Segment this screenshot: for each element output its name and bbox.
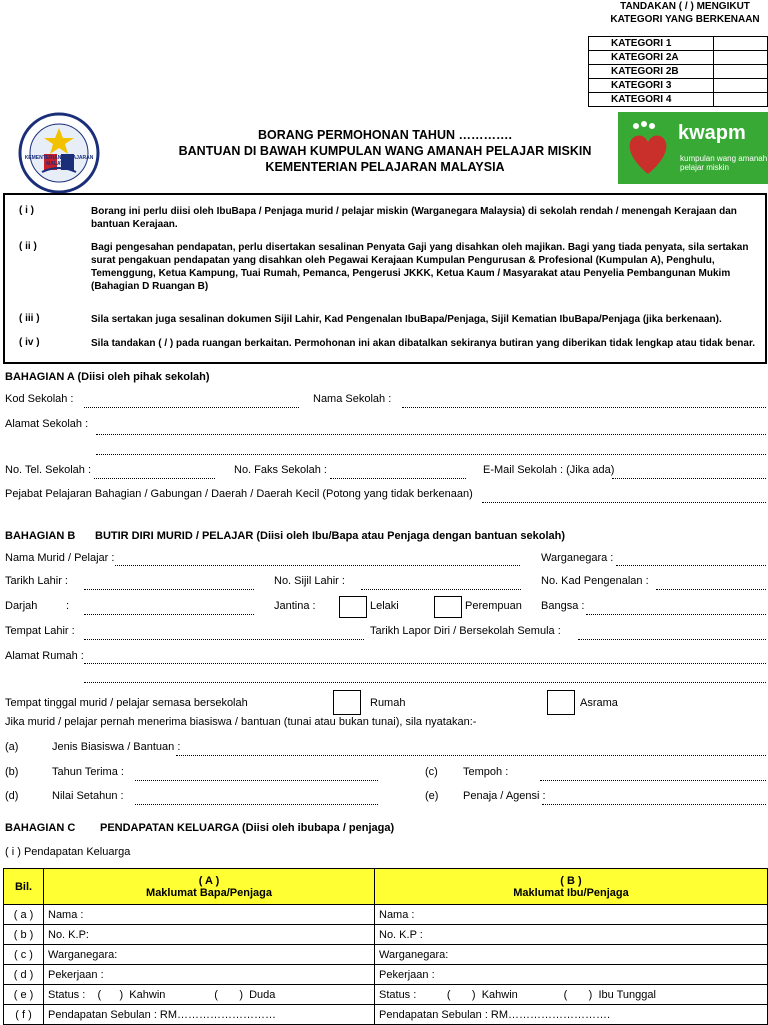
- tel-sekolah-label: No. Tel. Sekolah :: [5, 464, 92, 476]
- jantina-label: Jantina :: [274, 600, 316, 612]
- darjah-colon: :: [66, 600, 70, 612]
- lapor-diri-label: Tarikh Lapor Diri / Bersekolah Semula :: [370, 625, 561, 637]
- category-label: KATEGORI 1: [589, 37, 714, 51]
- pejabat-field[interactable]: [482, 502, 766, 503]
- category-table: [588, 36, 768, 107]
- row-number: ( f ): [4, 1005, 44, 1025]
- col-b-header: [375, 869, 768, 905]
- ibu-warganegara-cell[interactable]: Warganegara:: [375, 945, 768, 965]
- item-d-number: (d): [5, 790, 19, 802]
- kwapm-heart-icon: [622, 118, 674, 178]
- category-label: KATEGORI 3: [589, 79, 714, 93]
- nama-sekolah-label: Nama Sekolah :: [313, 393, 392, 405]
- nama-sekolah-field[interactable]: [402, 407, 766, 408]
- category-label: KATEGORI 4: [589, 93, 714, 107]
- tel-sekolah-field[interactable]: [94, 478, 215, 479]
- note-number: ( i ): [19, 205, 34, 216]
- bangsa-field[interactable]: [586, 614, 766, 615]
- kod-sekolah-label: Kod Sekolah :: [5, 393, 74, 405]
- bangsa-label: Bangsa :: [541, 600, 585, 612]
- item-e-number: (e): [425, 790, 439, 802]
- kwapm-sub2: pelajar miskin: [680, 163, 729, 172]
- darjah-label: Darjah: [5, 600, 38, 612]
- note-text: Sila tandakan ( / ) pada ruangan berkaitan. Permohonan ini akan dibatalkan sekiranya butiran yang diberikan tidak lengkap atau tidak benar.: [91, 338, 756, 349]
- col-b-header-line2: Maklumat Ibu/Penjaga: [513, 886, 629, 899]
- penaja-label: Penaja / Agensi :: [463, 790, 546, 802]
- warganegara-label: Warganegara :: [541, 552, 614, 564]
- darjah-field[interactable]: [84, 614, 254, 615]
- category-checkbox[interactable]: [714, 51, 768, 65]
- lelaki-checkbox[interactable]: [339, 596, 367, 618]
- category-checkbox[interactable]: [714, 37, 768, 51]
- tahun-terima-label: Tahun Terima :: [52, 766, 124, 778]
- col-a-header: [44, 869, 375, 905]
- tarikh-lahir-label: Tarikh Lahir :: [5, 575, 68, 587]
- alamat-rumah-field[interactable]: [84, 663, 766, 664]
- ibu-status-cell[interactable]: Status : ( ) Kahwin ( ) Ibu Tunggal: [375, 985, 768, 1005]
- email-sekolah-label: E-Mail Sekolah : (Jika ada): [483, 464, 615, 476]
- category-label: KATEGORI 2B: [589, 65, 714, 79]
- table-row: [4, 925, 768, 945]
- category-checkbox[interactable]: [714, 65, 768, 79]
- table-row: [4, 905, 768, 925]
- nama-murid-field[interactable]: [115, 565, 520, 566]
- ministry-logo-text: KEMENTERIAN PELAJARAN MALAYSIA: [24, 155, 94, 167]
- category-checkbox[interactable]: [714, 93, 768, 107]
- alamat-rumah-label: Alamat Rumah :: [5, 650, 84, 662]
- kwapm-logo: [618, 112, 768, 184]
- section-c-subtitle: PENDAPATAN KELUARGA (Diisi oleh ibubapa / penjaga): [100, 822, 395, 834]
- asrama-label: Asrama: [580, 697, 618, 709]
- ibu-pendapatan-cell[interactable]: Pendapatan Sebulan : RM……………………….: [375, 1005, 768, 1025]
- section-a-title: BAHAGIAN A (Diisi oleh pihak sekolah): [5, 371, 210, 383]
- email-sekolah-field[interactable]: [612, 478, 766, 479]
- perempuan-label: Perempuan: [465, 600, 522, 612]
- rumah-label: Rumah: [370, 697, 406, 709]
- lapor-diri-field[interactable]: [578, 639, 766, 640]
- item-b-number: (b): [5, 766, 19, 778]
- note-number: ( ii ): [19, 241, 37, 252]
- kad-pengenalan-label: No. Kad Pengenalan :: [541, 575, 649, 587]
- sijil-lahir-field[interactable]: [361, 589, 521, 590]
- section-b-subtitle: BUTIR DIRI MURID / PELAJAR (Diisi oleh Ibu/Bapa atau Penjaga dengan bantuan sekolah): [95, 530, 566, 542]
- col-a-header-line1: ( A ): [198, 874, 220, 887]
- kwapm-name: kwapm: [678, 122, 746, 144]
- jenis-biasiswa-label: Jenis Biasiswa / Bantuan :: [52, 741, 181, 753]
- table-row: [4, 1005, 768, 1025]
- income-table: [3, 868, 768, 1025]
- section-b-title: BAHAGIAN B: [5, 530, 76, 542]
- alamat-rumah-field-2[interactable]: [84, 682, 766, 683]
- note-number: ( iv ): [19, 337, 40, 348]
- item-c-number: (c): [425, 766, 438, 778]
- instructions-box: [3, 193, 767, 364]
- col-a-header-line2: Maklumat Bapa/Penjaga: [146, 886, 272, 899]
- tempat-tinggal-label: Tempat tinggal murid / pelajar semasa bersekolah: [5, 697, 248, 709]
- bapa-pekerjaan-cell[interactable]: Pekerjaan :: [44, 965, 375, 985]
- sijil-lahir-label: No. Sijil Lahir :: [274, 575, 345, 587]
- pejabat-label: Pejabat Pelajaran Bahagian / Gabungan / Daerah / Daerah Kecil (Potong yang tidak berkenaan): [5, 488, 473, 500]
- nilai-setahun-label: Nilai Setahun :: [52, 790, 124, 802]
- row-number: ( c ): [4, 945, 44, 965]
- ibu-kp-cell[interactable]: No. K.P :: [375, 925, 768, 945]
- row-number: ( e ): [4, 985, 44, 1005]
- tempat-lahir-field[interactable]: [84, 639, 364, 640]
- tempoh-field[interactable]: [540, 780, 766, 781]
- alamat-sekolah-field-2[interactable]: [96, 454, 766, 455]
- kwapm-sub1: kumpulan wang amanah: [680, 154, 768, 163]
- category-note-line2: KATEGORI YANG BERKENAAN: [610, 14, 760, 25]
- tahun-terima-field[interactable]: [135, 780, 378, 781]
- kad-pengenalan-field[interactable]: [656, 589, 766, 590]
- alamat-sekolah-label: Alamat Sekolah :: [5, 418, 89, 430]
- tempat-lahir-label: Tempat Lahir :: [5, 625, 75, 637]
- row-number: ( d ): [4, 965, 44, 985]
- title-line2: BANTUAN DI BAWAH KUMPULAN WANG AMANAH PELAJAR MISKIN: [178, 144, 592, 158]
- nama-murid-label: Nama Murid / Pelajar :: [5, 552, 115, 564]
- bapa-kp-cell[interactable]: No. K.P:: [44, 925, 375, 945]
- lelaki-label: Lelaki: [370, 600, 399, 612]
- category-checkbox[interactable]: [714, 79, 768, 93]
- faks-sekolah-field[interactable]: [330, 478, 466, 479]
- note-text: Borang ini perlu diisi oleh IbuBapa / Penjaga murid / pelajar miskin (Warganegara Malaysia) di sekolah rendah / menengah Kerajaan dan bantuan Kerajaan.: [91, 206, 737, 230]
- section-c-title: BAHAGIAN C: [5, 822, 76, 834]
- biasiswa-question: Jika murid / pelajar pernah menerima biasiswa / bantuan (tunai atau bukan tunai), sila nyatakan:-: [5, 716, 477, 728]
- row-number: ( a ): [4, 905, 44, 925]
- item-a-number: (a): [5, 741, 19, 753]
- title-line3: KEMENTERIAN PELAJARAN MALAYSIA: [265, 160, 505, 174]
- penaja-field[interactable]: [542, 804, 766, 805]
- asrama-checkbox[interactable]: [547, 690, 575, 715]
- bapa-nama-cell[interactable]: Nama :: [44, 905, 375, 925]
- note-text: Bagi pengesahan pendapatan, perlu disertakan sesalinan Penyata Gaji yang disahkan oleh majikan. Bagi yang tiada penyata, sila sertakan surat pengakuan pendapatan yang disahkan oleh Pegawai Kerajaan Kumpulan Pengurusan & Profesional (Kumpulan A), Penghulu, Temenggung, Ketua Kampung, Tuai Rumah, Pemanca, Pengerusi JKKK, Ketua Kaum / Masyarakat atau Penyelia Pembangunan Mukim (Bahagian D Ruangan B): [91, 242, 749, 292]
- warganegara-field[interactable]: [616, 565, 766, 566]
- rumah-checkbox[interactable]: [333, 690, 361, 715]
- bapa-warganegara-cell[interactable]: Warganegara:: [44, 945, 375, 965]
- tempoh-label: Tempoh :: [463, 766, 509, 778]
- title-line1: BORANG PERMOHONAN TAHUN ………….: [258, 128, 512, 142]
- note-number: ( iii ): [19, 313, 40, 324]
- perempuan-checkbox[interactable]: [434, 596, 462, 618]
- category-note-line1: TANDAKAN ( / ) MENGIKUT: [620, 1, 750, 12]
- ibu-pekerjaan-cell[interactable]: Pekerjaan :: [375, 965, 768, 985]
- category-label: KATEGORI 2A: [589, 51, 714, 65]
- col-b-header-line1: ( B ): [560, 874, 582, 887]
- jenis-biasiswa-field[interactable]: [176, 755, 766, 756]
- note-text: Sila sertakan juga sesalinan dokumen Sijil Lahir, Kad Pengenalan IbuBapa/Penjaga, Sijil Kematian IbuBapa/Penjaga (jika berkenaan).: [91, 314, 722, 325]
- ibu-nama-cell[interactable]: Nama :: [375, 905, 768, 925]
- row-number: ( b ): [4, 925, 44, 945]
- table-row: [4, 965, 768, 985]
- kod-sekolah-field[interactable]: [84, 407, 299, 408]
- ministry-logo: [18, 112, 100, 194]
- alamat-sekolah-field[interactable]: [96, 434, 766, 435]
- bapa-pendapatan-cell[interactable]: Pendapatan Sebulan : RM………………………: [44, 1005, 375, 1025]
- col-bil-header: Bil.: [4, 869, 44, 905]
- pendapatan-keluarga-label: ( i ) Pendapatan Keluarga: [5, 846, 131, 858]
- nilai-setahun-field[interactable]: [135, 804, 378, 805]
- table-row: [4, 985, 768, 1005]
- bapa-status-cell[interactable]: Status : ( ) Kahwin ( ) Duda: [44, 985, 375, 1005]
- tarikh-lahir-field[interactable]: [84, 589, 254, 590]
- faks-sekolah-label: No. Faks Sekolah :: [234, 464, 327, 476]
- table-row: [4, 945, 768, 965]
